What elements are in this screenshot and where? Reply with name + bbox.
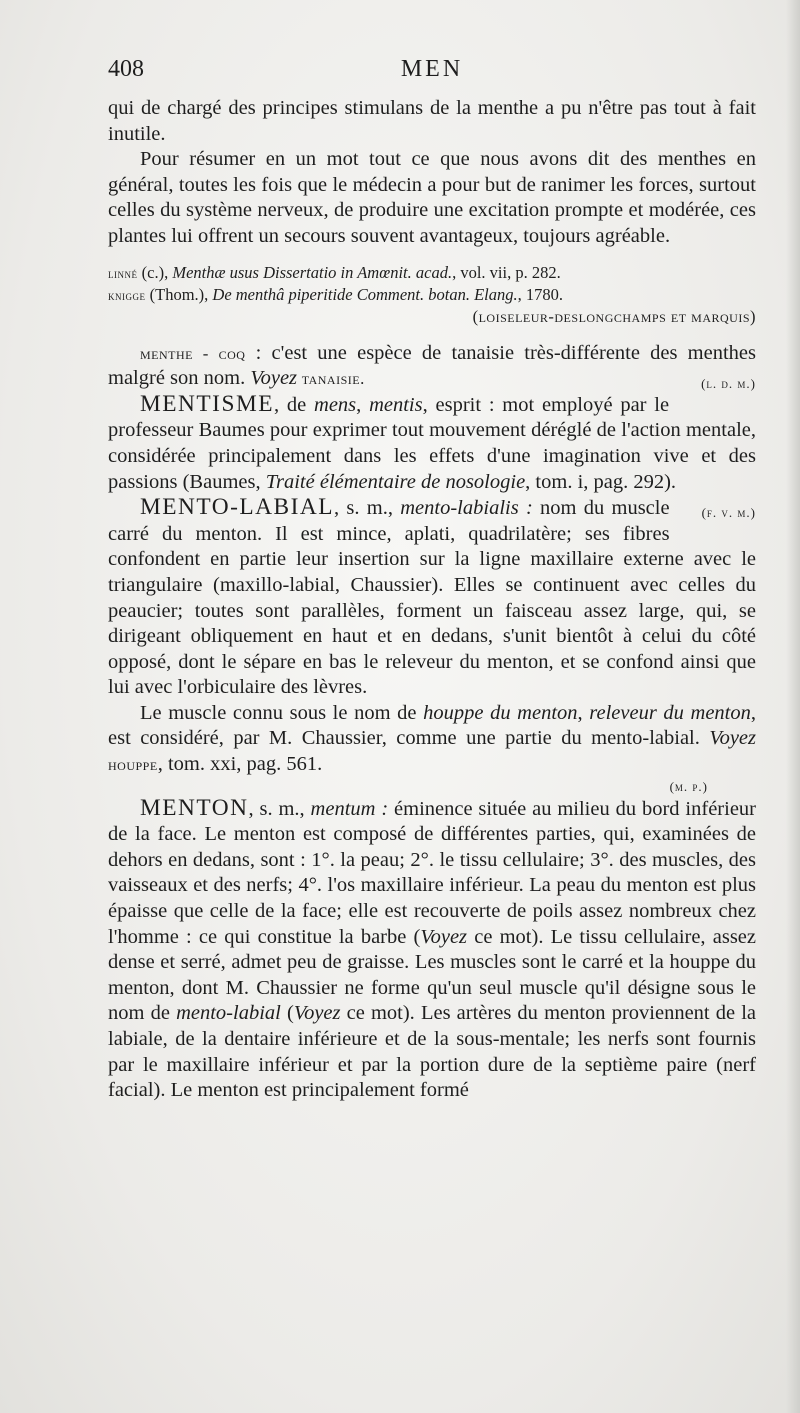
paragraph-menthe-end: qui de chargé des principes stimulans de la menthe a pu n'être pas tout à fait inutile. — [108, 97, 756, 145]
reference-signature: (loiseleur-deslongchamps et marquis) — [472, 306, 756, 326]
entry-mento-labial-continued: Le muscle connu sous le nom de houppe du menton, releveur du menton, est considéré, par M. Chaussier, comme une partie du mento-labial. Voyez houppe, tom. xxi, pag. 561. — [108, 701, 756, 776]
entry-headword: MENTISME — [140, 390, 274, 417]
entry-headword: MENTON — [140, 794, 249, 821]
entry-menton: MENTON, s. m., mentum : éminence située au milieu du bord inférieur de la face. Le menton est composé de différentes parties, qui, examinées de dehors en dedans, sont : 1°. la peau; 2°. le tissu cellulaire; 3°. des muscles, des vaisseaux et des nerfs; 4°. l'os maxillaire inférieur. La peau du menton est plus épaisse que celle de la face; elle est recouverte de poils assez nombreux chez l'homme : ce qui constitue la barbe (Voyez ce mot). Le tissu cellulaire, assez dense et serré, admet peu de graisse. Les muscles sont le carré et la houppe du menton, dont M. Chaussier ne forme qu'un seul muscle qu'il désigne sous le nom de mento-labial (Voyez ce mot). Les artères du menton proviennent de la labiale, de la dentaire inférieure et de la sous-mentale; les nerfs sont fournis par le maxillaire inférieur et par la portion dure de la septième paire (nerf facial). Le menton est principalement formé — [108, 794, 757, 1102]
reference-author: linné — [108, 265, 138, 281]
author-signature: (m. p.) — [669, 778, 708, 794]
running-head: MEN — [400, 56, 464, 82]
bibliography — [108, 262, 756, 327]
entry-mentisme: MENTISME, de mens, mentis, esprit : mot employé par le professeur Baumes pour exprimer tout mouvement déréglé de l'action mentale, considérée principalement dans les effets d'une imagination vive et des passions (Baumes, Traité élémentaire de nosologie, tom. i, pag. 292). (f. v. m.) — [108, 392, 756, 495]
reference-knigge: knigge (Thom.), De menthâ piperitide Comment. botan. Elang., 1780. — [108, 284, 563, 304]
paragraph-menthe-summary: Pour résumer en un mot tout ce que nous avons dit des menthes en général, toutes les fois que le médecin a pour but de ranimer les forces, surtout celles du système nerveux, de produire une excitation prompte et modérée, ces plantes lui offrent un secours souvent avantageux, toujours agréable. — [108, 148, 756, 247]
cross-reference: Voyez — [250, 367, 298, 390]
cross-reference: Voyez — [420, 925, 468, 948]
cross-reference: Voyez — [293, 1002, 341, 1025]
entry-headword: menthe - coq — [140, 343, 246, 363]
author-signature: (l. d. m.) — [701, 376, 756, 392]
entry-headword: MENTO-LABIAL — [140, 494, 335, 521]
author-signature: (f. v. m.) — [701, 505, 756, 521]
entry-menthe-coq: menthe - coq : c'est une espèce de tanaisie très-différente des menthes malgré son nom. Voyez tanaisie. (l. d. m.) — [108, 341, 756, 392]
entry-mento-labial: MENTO-LABIAL, s. m., mento-labialis : nom du muscle carré du menton. Il est mince, aplati, quadrilatère; ses fibres confondent en partie leur insertion sur la ligne maxillaire externe avec le triangulaire (maxillo-labial, Chaussier). Elles se continuent avec celles du peaucier; toutes sont parallèles, forment un faisceau assez large, qui, se dirigeant obliquement en haut et en dedans, s'unit bientôt à celui du côté opposé, dont le sépare en bas le releveur du menton, et se confond ainsi que lui avec l'orbiculaire des lèvres. — [108, 494, 756, 699]
cross-reference: Voyez — [709, 727, 756, 750]
reference-linne: linné (c.), Menthæ usus Dissertatio in Amœnit. acad., vol. vii, p. 282. — [108, 262, 561, 282]
page-header — [108, 56, 756, 88]
page-body — [108, 96, 756, 1104]
page-edge-shadow — [786, 0, 800, 1413]
cited-work: Traité élémentaire de nosologie — [265, 470, 526, 493]
page-number: 408 — [108, 56, 144, 82]
reference-title: De menthâ piperitide Comment. botan. Elang. — [212, 284, 518, 304]
reference-title: Menthæ usus Dissertatio in Amœnit. acad. — [172, 262, 453, 282]
reference-author: knigge — [108, 287, 146, 303]
